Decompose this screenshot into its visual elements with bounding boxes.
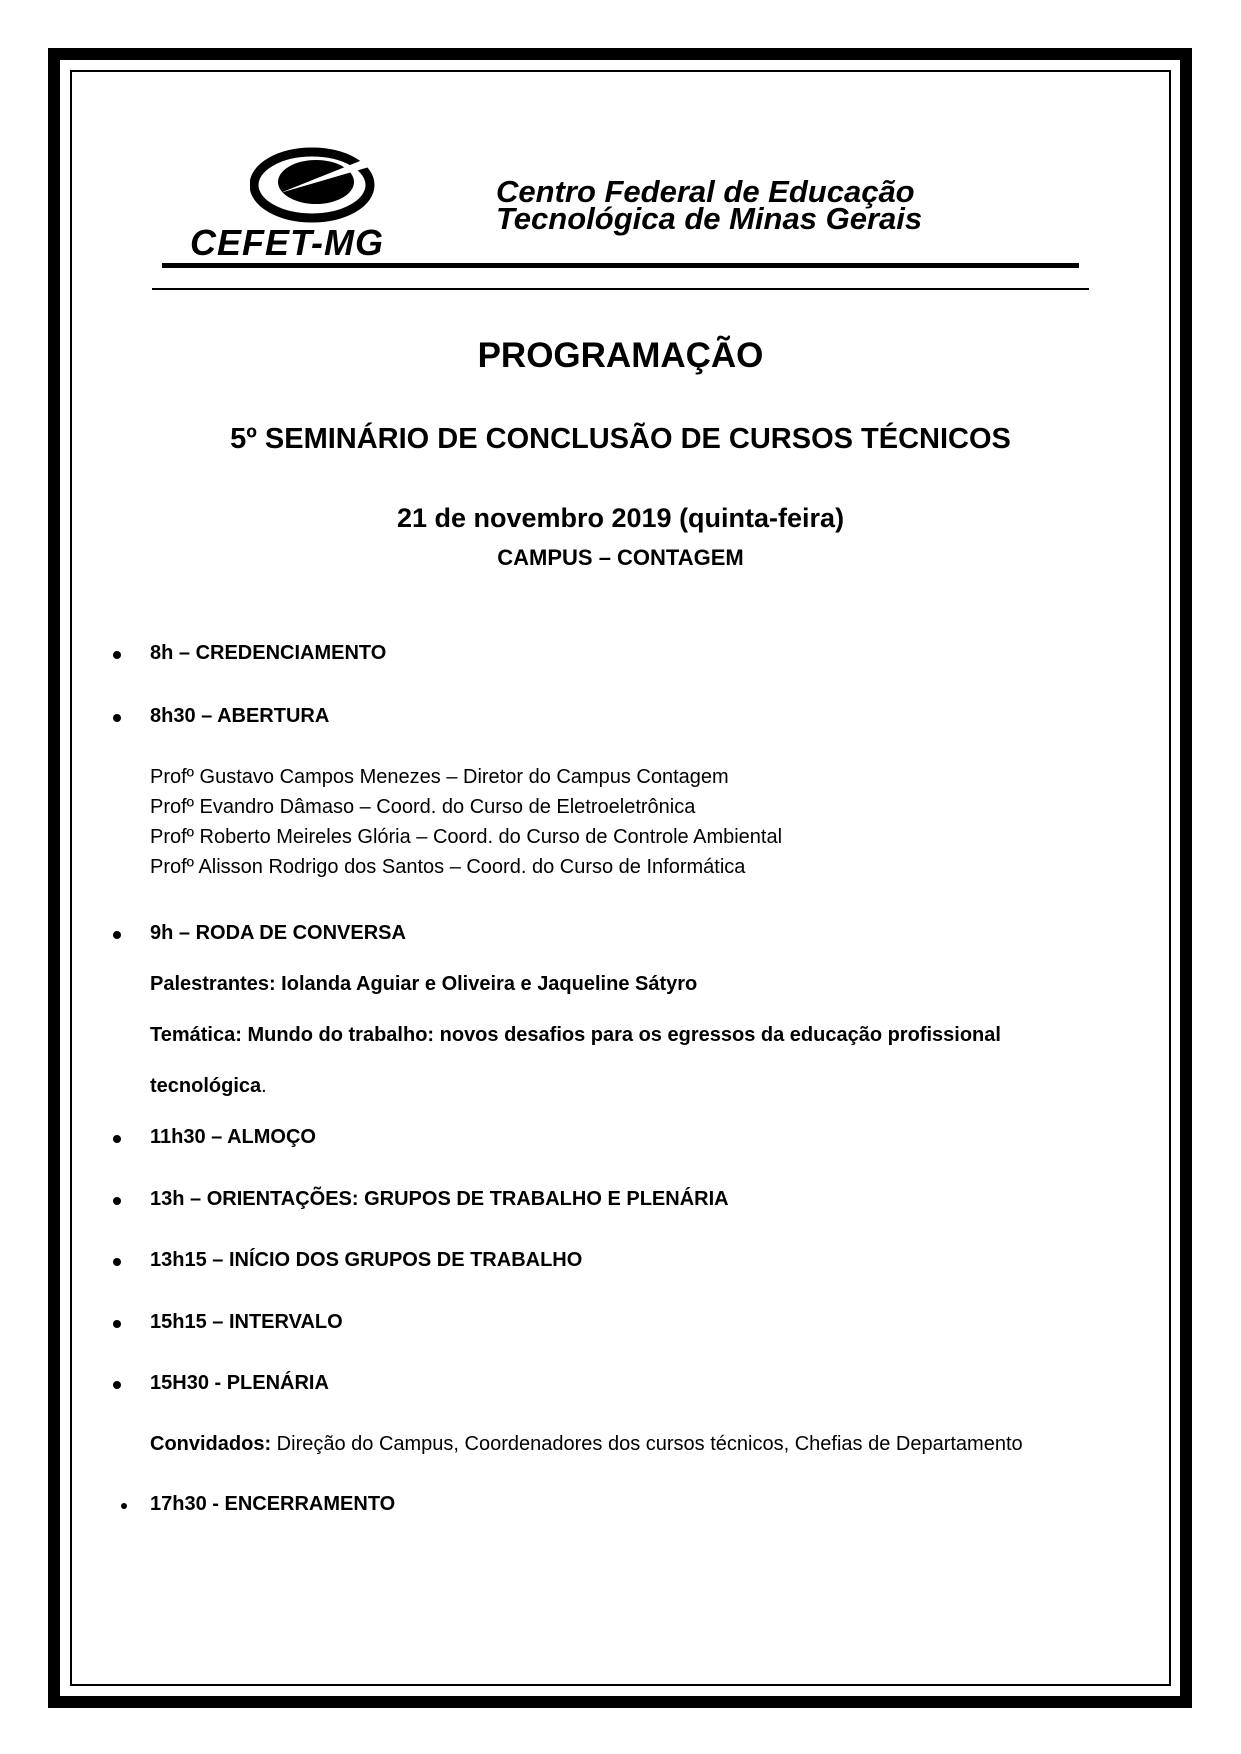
schedule-item-abertura: 8h30 – ABERTURA: [150, 705, 330, 727]
abertura-person: Profº Evandro Dâmaso – Coord. do Curso de Eletroeletrônica: [150, 796, 696, 818]
schedule-item-almoco: 11h30 – ALMOÇO: [150, 1126, 316, 1148]
bullet-icon: [113, 651, 121, 659]
schedule-item-roda: 9h – RODA DE CONVERSA: [150, 922, 406, 944]
frame-corner-top-right: [1152, 48, 1192, 88]
institution-name-line2: Tecnológica de Minas Gerais: [496, 201, 923, 236]
event-title: 5º SEMINÁRIO DE CONCLUSÃO DE CURSOS TÉCNICOS: [230, 423, 1011, 455]
palestrantes-line: Palestrantes: Iolanda Aguiar e Oliveira e Jaqueline Sátyro: [150, 973, 698, 995]
convidados-label: Convidados:: [150, 1433, 272, 1455]
schedule-item-orientacoes: 13h – ORIENTAÇÕES: GRUPOS DE TRABALHO E PLENÁRIA: [150, 1188, 729, 1210]
event-date: 21 de novembro 2019 (quinta-feira): [396, 503, 845, 533]
frame-inner-right-line: [1169, 70, 1171, 1686]
tematica-period: .: [261, 1075, 267, 1097]
frame-corner-bottom-left: [48, 1668, 88, 1708]
tematica-text-end: tecnológica: [150, 1075, 262, 1097]
frame-right-border: [1180, 88, 1192, 1668]
institution-name: [496, 174, 923, 236]
event-campus: CAMPUS – CONTAGEM: [497, 545, 744, 570]
frame-bottom-border: [88, 1696, 1153, 1708]
convidados-text: Direção do Campus, Coordenadores dos cursos técnicos, Chefias de Departamento: [271, 1433, 1023, 1455]
bullet-icon: [113, 1320, 121, 1328]
schedule-item-inicio-grupos: 13h15 – INÍCIO DOS GRUPOS DE TRABALHO: [150, 1249, 583, 1271]
bullet-icon: [113, 1197, 121, 1205]
bullet-icon: [113, 1381, 121, 1389]
bullet-icon: [121, 1503, 127, 1509]
frame-corner-bottom-right: [1152, 1668, 1192, 1708]
logo-wordmark: CEFET-MG: [190, 222, 384, 263]
bullet-icon: [113, 1258, 121, 1266]
bullet-icon: [113, 1135, 121, 1143]
frame-inner-bottom-line: [70, 1684, 1171, 1686]
header-rule-thick: [162, 263, 1079, 268]
schedule-item-plenaria: 15H30 - PLENÁRIA: [150, 1372, 329, 1394]
schedule-item-encerramento: 17h30 - ENCERRAMENTO: [150, 1493, 396, 1515]
frame-inner-left-line: [70, 70, 72, 1686]
bullet-icon: [113, 714, 121, 722]
abertura-person: Profº Alisson Rodrigo dos Santos – Coord. do Curso de Informática: [150, 856, 746, 878]
bullet-icon: [113, 931, 121, 939]
tematica-line: Temática: Mundo do trabalho: novos desafios para os egressos da educação profissional: [150, 1024, 1001, 1046]
convidados-line: [150, 1433, 1023, 1456]
institution-name-line1: Centro Federal de Educação: [496, 174, 915, 209]
frame-inner-top-line: [70, 70, 1171, 72]
frame-left-border: [48, 88, 60, 1668]
abertura-person: Profº Roberto Meireles Glória – Coord. do Curso de Controle Ambiental: [150, 826, 783, 848]
abertura-person: Profº Gustavo Campos Menezes – Diretor do Campus Contagem: [150, 766, 729, 788]
page-title: PROGRAMAÇÃO: [477, 336, 764, 375]
cefet-logo-icon: [250, 145, 385, 223]
schedule-item-intervalo: 15h15 – INTERVALO: [150, 1311, 343, 1333]
frame-top-border: [88, 48, 1153, 60]
schedule-item-credenciamento: 8h – CREDENCIAMENTO: [150, 642, 387, 664]
tematica-line-continued: [150, 1075, 267, 1098]
frame-corner-top-left: [48, 48, 88, 88]
header-rule-thin: [152, 288, 1089, 290]
